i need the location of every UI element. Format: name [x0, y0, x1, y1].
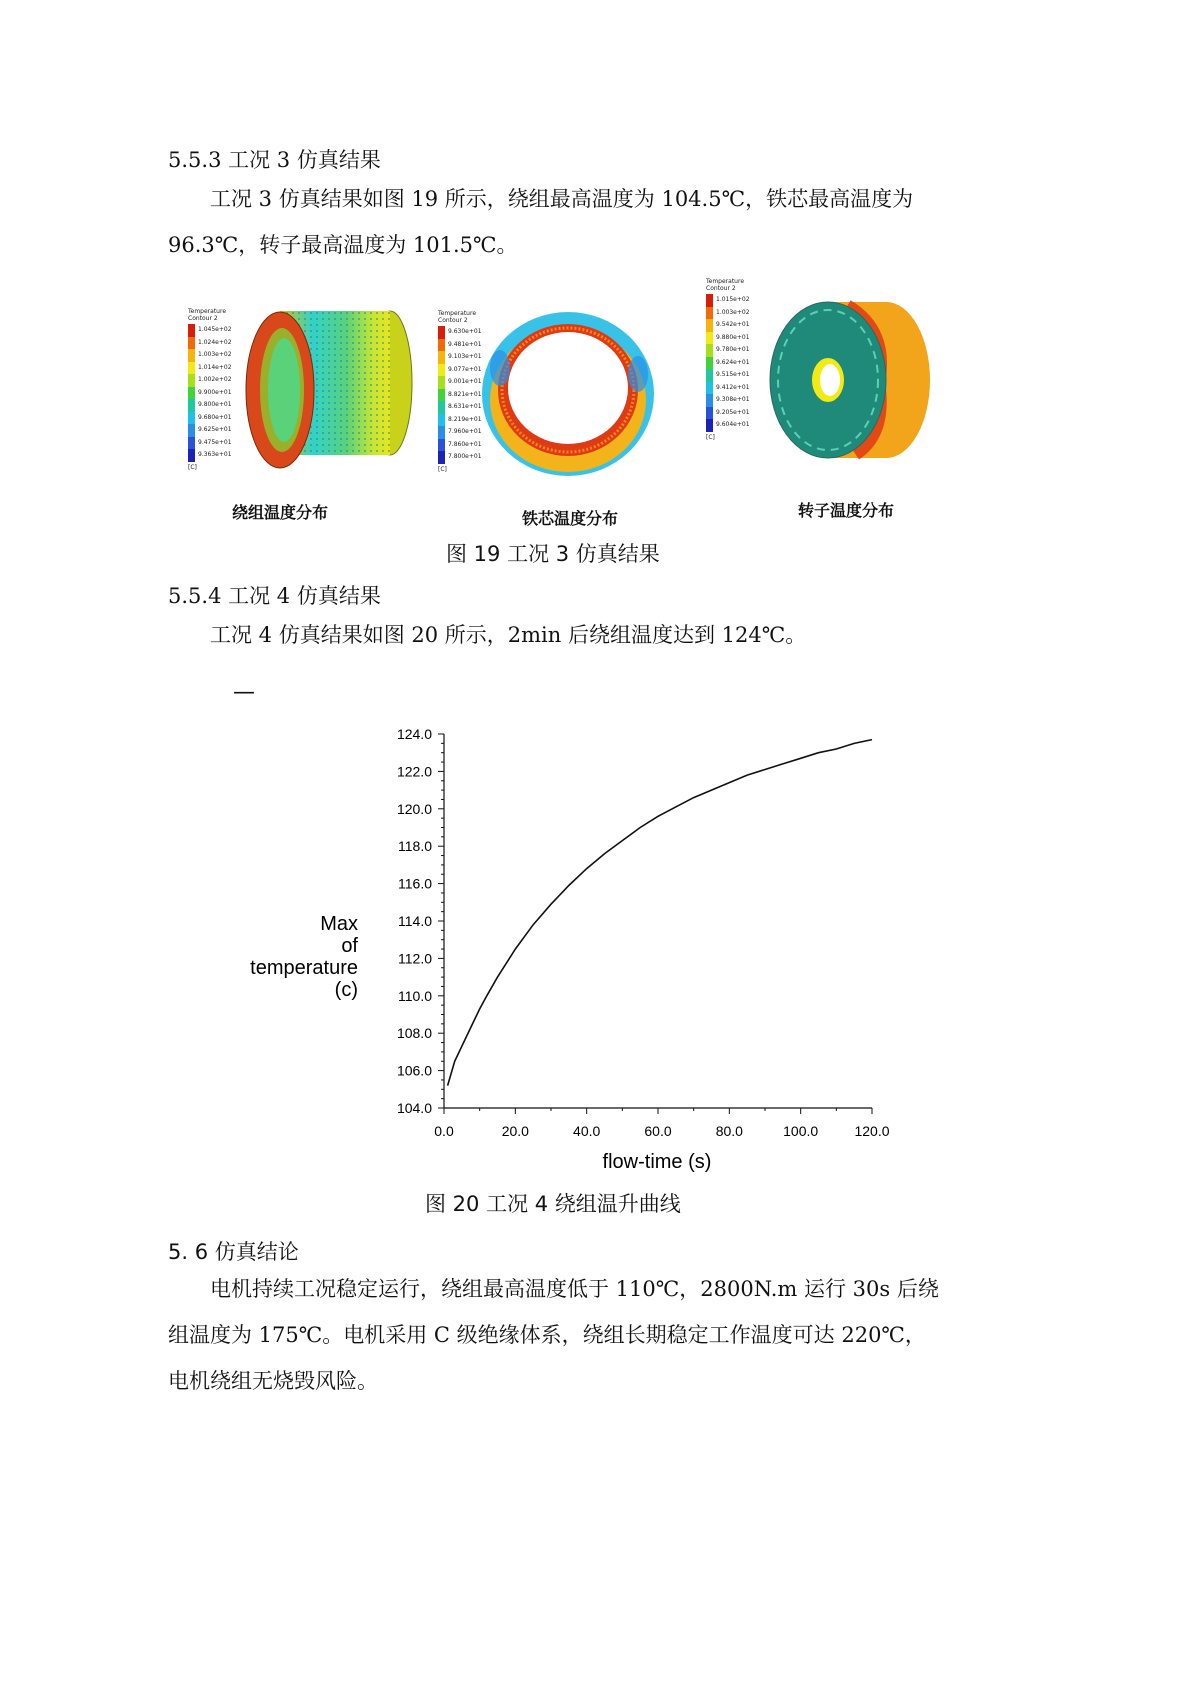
legend-entry: 9.900e+01: [188, 387, 248, 400]
legend-title: Temperature Contour 2: [438, 310, 477, 324]
legend-entry: 9.542e+01: [706, 319, 766, 332]
legend-swatch: [188, 362, 195, 375]
legend-swatch: [438, 326, 445, 339]
x-tick-label: 60.0: [644, 1123, 672, 1139]
legend-swatch: [706, 357, 713, 370]
figure-20-chart: [220, 718, 920, 1178]
legend-entry: 9.205e+01: [706, 407, 766, 420]
legend-swatch: [438, 376, 445, 389]
y-tick-label: 118.0: [398, 838, 432, 855]
legend-entry: 9.001e+01: [438, 376, 498, 389]
legend-swatch: [188, 337, 195, 350]
legend-entry: 9.412e+01: [706, 382, 766, 395]
y-axis-label-line: Max: [320, 913, 358, 935]
legend-entry: 9.680e+01: [188, 412, 248, 425]
winding-temperature-render: [242, 298, 422, 478]
legend-entry: 9.800e+01: [188, 399, 248, 412]
legend-swatch: [188, 324, 195, 337]
legend-entry: 9.625e+01: [188, 424, 248, 437]
legend-swatch: [188, 412, 195, 425]
legend-entry: 1.024e+02: [188, 337, 248, 350]
legend-entry: 7.960e+01: [438, 426, 498, 439]
legend-swatch: [188, 437, 195, 450]
y-tick-label: 116.0: [398, 875, 432, 892]
core-temperature-render: [478, 308, 658, 478]
paragraph-line: 工况 3 仿真结果如图 19 所示，绕组最高温度为 104.5℃，铁芯最高温度为: [210, 187, 914, 211]
legend-entry: 9.481e+01: [438, 339, 498, 352]
legend-entry: 8.219e+01: [438, 414, 498, 427]
paragraph-line: 组温度为 175℃。电机采用 C 级绝缘体系，绕组长期稳定工作温度可达 220℃，: [168, 1323, 926, 1347]
x-tick-labels: [434, 1123, 889, 1139]
legend-swatch: [188, 349, 195, 362]
paragraph-condition-4: 工况 4 仿真结果如图 20 所示，2min 后绕组温度达到 124℃。: [210, 623, 807, 647]
legend-swatch: [438, 426, 445, 439]
legend-swatch: [706, 382, 713, 395]
figure-20-caption: 图 20 工况 4 绕组温升曲线: [425, 1192, 681, 1216]
legend-entry: 9.103e+01: [438, 351, 498, 364]
legend-swatch: [706, 307, 713, 320]
figure-19-caption: 图 19 工况 3 仿真结果: [446, 542, 660, 566]
legend-swatch: [706, 344, 713, 357]
legend-swatch: [706, 369, 713, 382]
legend-entry: 9.363e+01: [188, 449, 248, 462]
legend-entry: 1.002e+02: [188, 374, 248, 387]
section-heading-5-5-3: 5.5.3 工况 3 仿真结果: [168, 148, 381, 172]
legend-swatch: [706, 332, 713, 345]
legend-unit: [C]: [438, 465, 447, 473]
y-axis-label-line: (c): [334, 979, 358, 1001]
paragraph-condition-3: [168, 176, 948, 268]
y-tick-label: 108.0: [396, 1025, 432, 1042]
legend-entry: 1.015e+02: [706, 294, 766, 307]
legend-swatch: [438, 339, 445, 352]
series-line-max-temperature: [448, 740, 872, 1086]
legend-swatch: [438, 389, 445, 402]
legend-title: Temperature Contour 2: [706, 278, 745, 292]
panel-label-core: 铁芯温度分布: [522, 509, 619, 528]
legend-swatch: [438, 401, 445, 414]
legend-entry: 7.800e+01: [438, 451, 498, 464]
x-tick-label: 40.0: [573, 1123, 601, 1139]
legend-rotor: [706, 278, 766, 441]
paragraph-line: 96.3℃，转子最高温度为 101.5℃。: [168, 233, 518, 257]
legend-scale: [188, 324, 248, 474]
y-tick-label: 124.0: [396, 726, 432, 742]
legend-entry: 8.821e+01: [438, 389, 498, 402]
paragraph-conclusion: [168, 1266, 948, 1404]
legend-entry: 9.515e+01: [706, 369, 766, 382]
legend-entry: 9.780e+01: [706, 344, 766, 357]
stray-dash: —: [233, 680, 255, 705]
legend-swatch: [706, 319, 713, 332]
legend-swatch: [438, 414, 445, 427]
chart-axes: [438, 734, 872, 1114]
legend-swatch: [188, 387, 195, 400]
panel-label-winding: 绕组温度分布: [232, 503, 329, 522]
legend-entry: 7.860e+01: [438, 439, 498, 452]
legend-swatch: [188, 424, 195, 437]
legend-entry: 9.475e+01: [188, 437, 248, 450]
legend-unit: [C]: [188, 463, 197, 471]
legend-entry: 8.631e+01: [438, 401, 498, 414]
y-tick-label: 110.0: [398, 987, 432, 1004]
paragraph-line: 电机绕组无烧毁风险。: [168, 1369, 378, 1393]
y-tick-label: 120.0: [396, 800, 432, 817]
y-tick-labels: [397, 726, 432, 1116]
x-tick-label: 120.0: [854, 1123, 890, 1139]
y-tick-label: 106.0: [396, 1062, 432, 1079]
legend-entry: 9.077e+01: [438, 364, 498, 377]
legend-entry: 9.604e+01: [706, 419, 766, 432]
legend-swatch: [706, 419, 713, 432]
legend-swatch: [438, 351, 445, 364]
legend-entry: 1.045e+02: [188, 324, 248, 337]
x-tick-label: 0.0: [434, 1123, 454, 1139]
rotor-temperature-render: [766, 292, 936, 462]
legend-swatch: [188, 399, 195, 412]
section-heading-5-6: 5. 6 仿真结论: [168, 1240, 299, 1264]
legend-swatch: [706, 394, 713, 407]
legend-swatch: [706, 294, 713, 307]
legend-entry: 1.003e+02: [706, 307, 766, 320]
x-tick-label: 100.0: [783, 1123, 819, 1139]
legend-unit: [C]: [706, 433, 715, 441]
y-tick-label: 112.0: [398, 950, 432, 967]
legend-scale: [706, 294, 766, 444]
legend-entry: 9.630e+01: [438, 326, 498, 339]
y-axis-label-line: of: [341, 935, 358, 957]
x-axis-label: flow-time (s): [602, 1151, 712, 1173]
legend-title: Temperature Contour 2: [188, 308, 227, 322]
y-axis-label: [250, 913, 358, 1001]
y-tick-label: 122.0: [396, 763, 432, 780]
legend-entry: 1.003e+02: [188, 349, 248, 362]
y-tick-label: 104.0: [396, 1100, 432, 1116]
legend-entry: 9.624e+01: [706, 357, 766, 370]
legend-winding: [188, 308, 248, 471]
legend-swatch: [188, 449, 195, 462]
legend-entry: 9.308e+01: [706, 394, 766, 407]
legend-swatch: [438, 364, 445, 377]
y-axis-label-line: temperature: [250, 957, 358, 979]
paragraph-line: 电机持续工况稳定运行，绕组最高温度低于 110℃，2800N.m 运行 30s 后绕: [210, 1277, 939, 1301]
x-tick-label: 80.0: [715, 1123, 743, 1139]
section-heading-5-5-4: 5.5.4 工况 4 仿真结果: [168, 584, 381, 608]
figure-19: [180, 278, 950, 528]
legend-entry: 1.014e+02: [188, 362, 248, 375]
x-tick-label: 20.0: [501, 1123, 529, 1139]
legend-swatch: [438, 451, 445, 464]
panel-label-rotor: 转子温度分布: [798, 501, 895, 520]
legend-swatch: [188, 374, 195, 387]
legend-swatch: [438, 439, 445, 452]
y-tick-label: 114.0: [398, 913, 432, 929]
legend-entry: 9.880e+01: [706, 332, 766, 345]
legend-swatch: [706, 407, 713, 420]
